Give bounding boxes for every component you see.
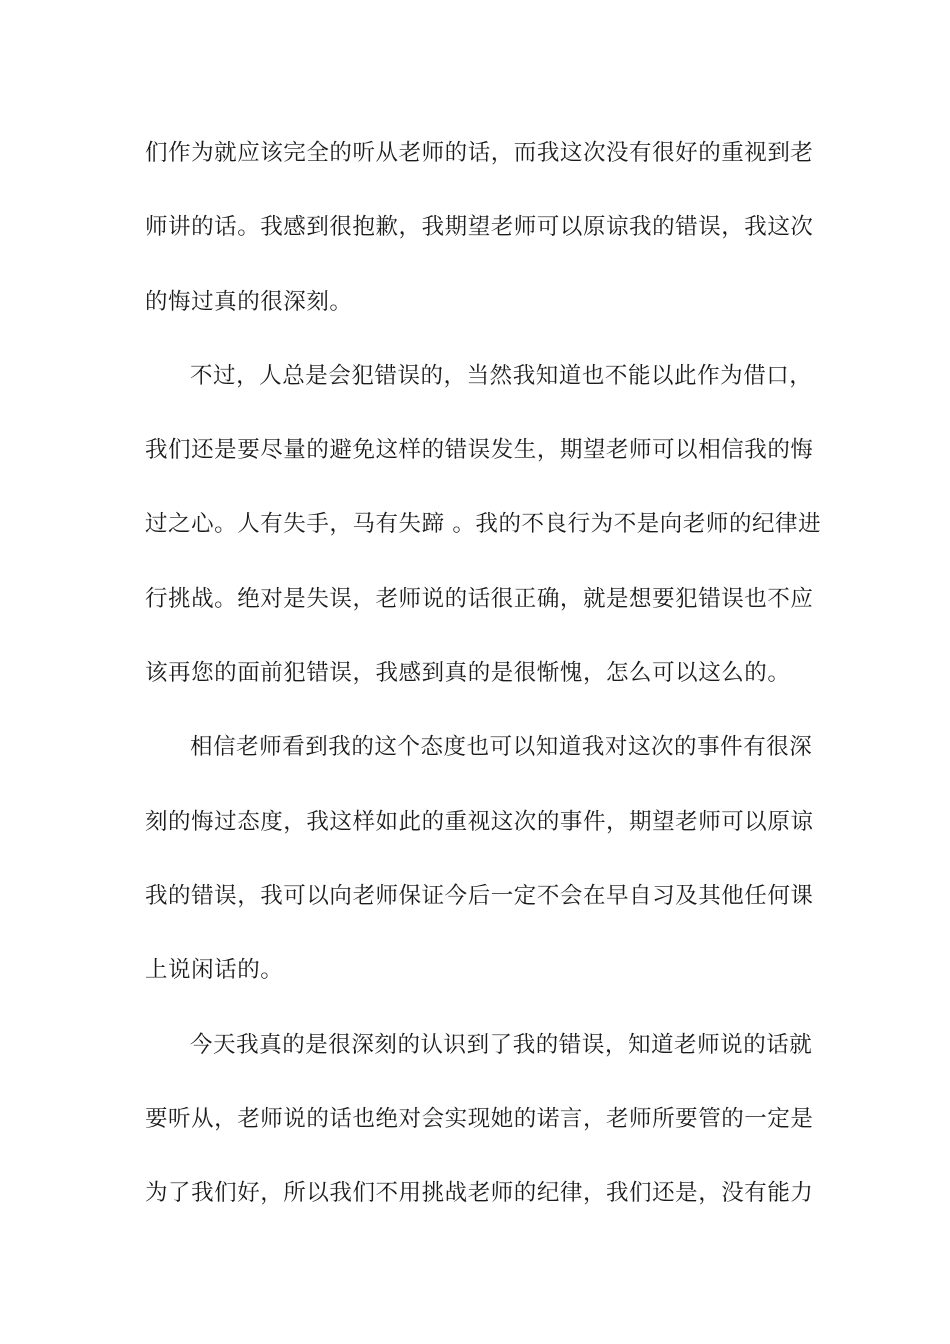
text-line: 该再您的面前犯错误，我感到真的是很惭愧，怎么可以这么的。 (145, 660, 791, 687)
paragraph-start-line: 今天我真的是很深刻的认识到了我的错误，知道老师说的话就 (190, 1031, 813, 1058)
text-line: 行挑战。绝对是失误，老师说的话很正确，就是想要犯错误也不应 (145, 585, 814, 612)
document-body (145, 129, 822, 1243)
text-line: 上说闲话的。 (145, 957, 284, 984)
text-line: 要听从，老师说的话也绝对会实现她的诺言，老师所要管的一定是 (145, 1105, 814, 1132)
text-line: 们作为就应该完全的听从老师的话，而我这次没有很好的重视到老 (145, 140, 814, 166)
text-line: 我们还是要尽量的避免这样的错误发生，期望老师可以相信我的悔 (145, 437, 814, 464)
text-line: 为了我们好，所以我们不用挑战老师的纪律，我们还是，没有能力 (145, 1180, 814, 1207)
paragraph-start-line: 相信老师看到我的这个态度也可以知道我对这次的事件有很深 (190, 734, 813, 761)
text-line: 师讲的话。我感到很抱歉，我期望老师可以原谅我的错误，我这次 (145, 214, 814, 241)
text-line: 的悔过真的很深刻。 (145, 288, 353, 315)
text-line: 过之心。人有失手，马有失蹄 。我的不良行为不是向老师的纪律进 (145, 511, 822, 538)
text-line: 刻的悔过态度，我这样如此的重视这次的事件，期望老师可以原谅 (145, 808, 814, 835)
paragraph-start-line: 不过，人总是会犯错误的，当然我知道也不能以此作为借口， (190, 362, 813, 389)
text-line: 我的错误，我可以向老师保证今后一定不会在早自习及其他任何课 (145, 882, 814, 909)
